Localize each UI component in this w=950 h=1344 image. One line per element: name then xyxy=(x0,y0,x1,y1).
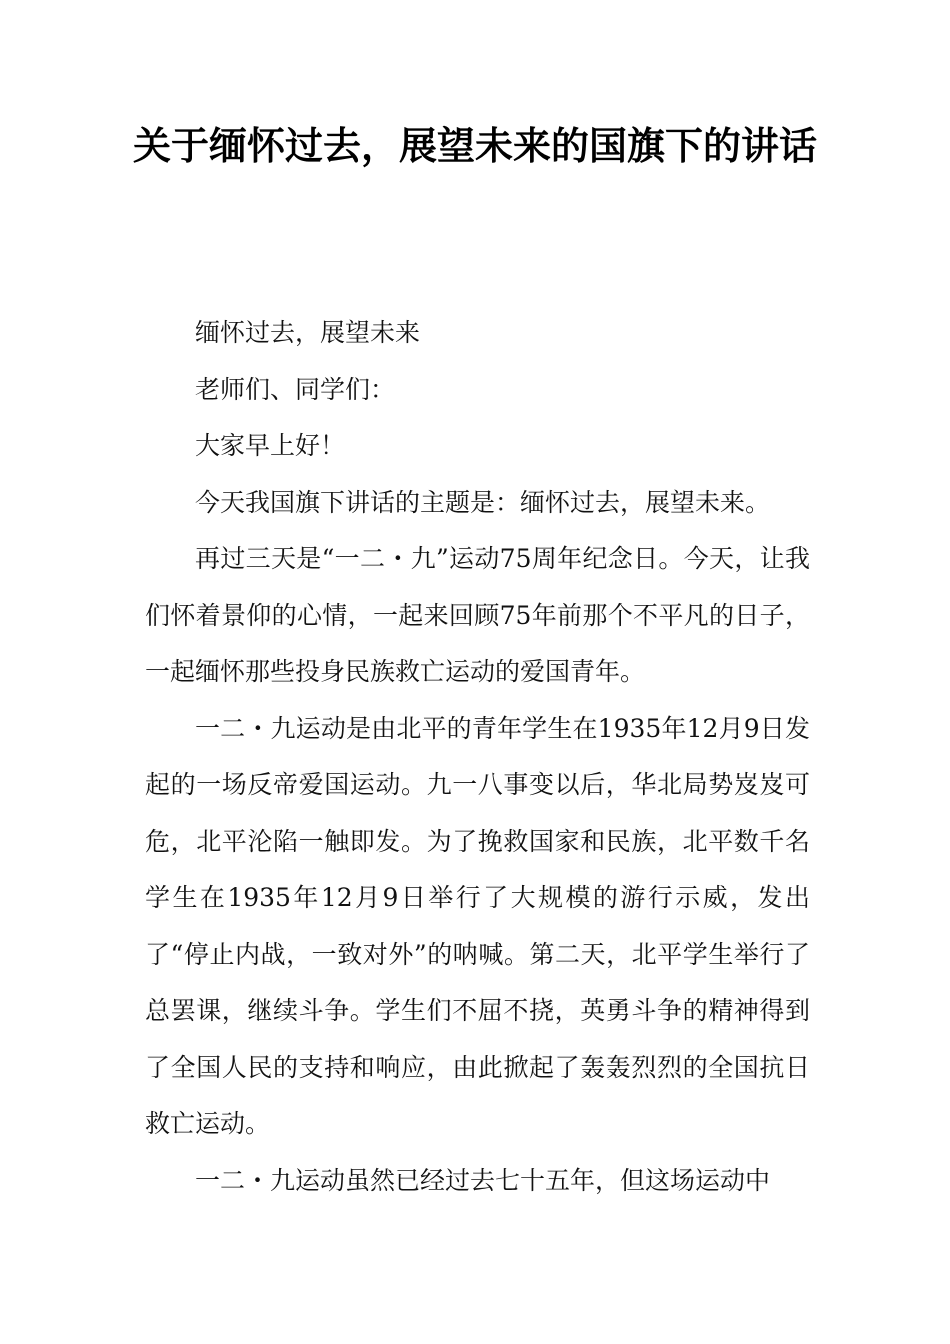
paragraph-continuation: 一二・九运动虽然已经过去七十五年，但这场运动中 xyxy=(195,1165,771,1195)
document-title: 关于缅怀过去，展望未来的国旗下的讲话 xyxy=(132,124,817,168)
paragraph-greeting: 大家早上好！ xyxy=(195,431,346,460)
paragraph-history: 一二・九运动是由北平的青年学生在1935年12月9日发起的一场反帝爱国运动。九一八事变以后，华北局势岌岌可危，北平沦陷一触即发。为了挽救国家和民族，北平数千名学生在1935年12月9日举行了大规模的游行示威，发出了“停止内战，一致对外”的呐喊。第二天，北平学生举行了总罢课，继续斗争。学生们不屈不挠，英勇斗争的精神得到了全国人民的支持和响应，由此掀起了轰轰烈烈的全国抗日救亡运动。 xyxy=(145,713,810,1138)
paragraph-anniversary: 再过三天是“一二・九”运动75周年纪念日。今天，让我们怀着景仰的心情，一起来回顾75年前那个不平凡的日子，一起缅怀那些投身民族救亡运动的爱国青年。 xyxy=(145,544,810,686)
document-body xyxy=(145,305,810,1209)
paragraph-salutation: 老师们、同学们： xyxy=(195,374,396,404)
paragraph-subtitle: 缅怀过去，展望未来 xyxy=(195,318,421,347)
paragraph-theme: 今天我国旗下讲话的主题是：缅怀过去，展望未来。 xyxy=(195,487,771,517)
